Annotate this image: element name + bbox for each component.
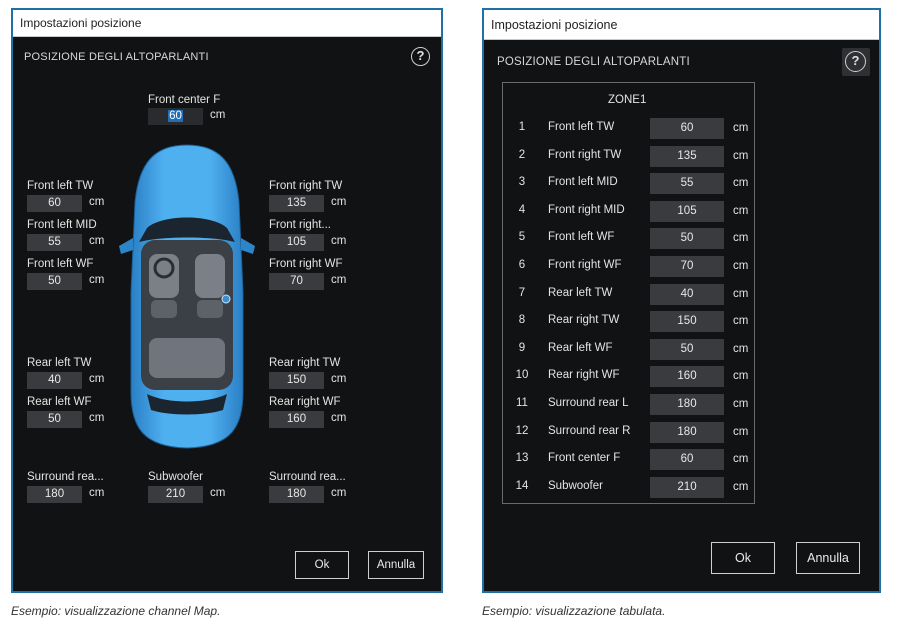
ok-button[interactable]: Ok: [711, 542, 775, 574]
rear-right-tw-input[interactable]: 150: [269, 372, 324, 389]
help-icon: ?: [845, 51, 866, 72]
front-center-label: Front center F: [148, 94, 221, 106]
rear-right-tw-label: Rear right TW: [269, 357, 341, 369]
ok-button[interactable]: Ok: [295, 551, 349, 579]
row-label: Front left TW: [548, 121, 615, 133]
unit-label: cm: [733, 232, 749, 244]
subwoofer-input[interactable]: 210: [148, 486, 203, 503]
unit-label: cm: [733, 398, 749, 410]
unit-label: cm: [733, 315, 749, 327]
front-left-wf-label: Front left WF: [27, 258, 94, 270]
row-value-input[interactable]: 50: [650, 339, 724, 360]
row-value-input[interactable]: 50: [650, 228, 724, 249]
unit-label: cm: [331, 373, 347, 385]
row-label: Subwoofer: [548, 480, 603, 492]
unit-label: cm: [733, 426, 749, 438]
surround-right-label: Surround rea...: [269, 471, 346, 483]
row-number: 4: [518, 204, 526, 216]
unit-label: cm: [331, 274, 347, 286]
front-left-tw-input[interactable]: 60: [27, 195, 82, 212]
front-right-mid-input[interactable]: 105: [269, 234, 324, 251]
table-view-window: [482, 8, 881, 593]
zone-header: ZONE1: [608, 94, 647, 106]
unit-label: cm: [331, 235, 347, 247]
row-value-input[interactable]: 105: [650, 201, 724, 222]
unit-label: cm: [733, 481, 749, 493]
row-label: Front left MID: [548, 176, 618, 188]
row-number: 7: [518, 287, 526, 299]
front-left-tw-label: Front left TW: [27, 180, 94, 192]
section-title: POSIZIONE DEGLI ALTOPARLANTI: [497, 56, 690, 68]
row-number: 6: [518, 259, 526, 271]
row-label: Front right MID: [548, 204, 625, 216]
row-value-input[interactable]: 60: [650, 449, 724, 470]
car-top-view-image: [117, 142, 257, 452]
row-label: Surround rear L: [548, 397, 629, 409]
channel-map-caption: Esempio: visualizzazione channel Map.: [11, 604, 221, 618]
unit-label: cm: [89, 235, 105, 247]
front-center-value: 60: [169, 110, 182, 122]
unit-label: cm: [733, 343, 749, 355]
row-label: Rear left TW: [548, 287, 613, 299]
row-label: Front center F: [548, 452, 621, 464]
unit-label: cm: [733, 288, 749, 300]
front-right-wf-label: Front right WF: [269, 258, 343, 270]
row-value-input[interactable]: 55: [650, 173, 724, 194]
front-right-wf-input[interactable]: 70: [269, 273, 324, 290]
unit-label: cm: [89, 274, 105, 286]
front-left-mid-label: Front left MID: [27, 219, 97, 231]
cancel-button[interactable]: Annulla: [368, 551, 424, 579]
unit-label: cm: [331, 412, 347, 424]
row-number: 1: [518, 121, 526, 133]
row-value-input[interactable]: 135: [650, 146, 724, 167]
front-left-mid-input[interactable]: 55: [27, 234, 82, 251]
row-number: 3: [518, 176, 526, 188]
row-value-input[interactable]: 180: [650, 394, 724, 415]
rear-left-wf-label: Rear left WF: [27, 396, 92, 408]
unit-label: cm: [331, 196, 347, 208]
section-title: POSIZIONE DEGLI ALTOPARLANTI: [24, 51, 209, 63]
row-value-input[interactable]: 40: [650, 284, 724, 305]
surround-left-label: Surround rea...: [27, 471, 104, 483]
unit-label: cm: [733, 150, 749, 162]
row-label: Rear right WF: [548, 369, 620, 381]
rear-right-wf-label: Rear right WF: [269, 396, 341, 408]
unit-label: cm: [733, 260, 749, 272]
surround-left-input[interactable]: 180: [27, 486, 82, 503]
surround-right-input[interactable]: 180: [269, 486, 324, 503]
row-number: 12: [515, 425, 529, 437]
cancel-button[interactable]: Annulla: [796, 542, 860, 574]
unit-label: cm: [331, 487, 347, 499]
front-right-tw-input[interactable]: 135: [269, 195, 324, 212]
window-title: Impostazioni posizione: [13, 10, 441, 37]
rear-right-wf-input[interactable]: 160: [269, 411, 324, 428]
front-right-tw-label: Front right TW: [269, 180, 343, 192]
unit-label: cm: [89, 373, 105, 385]
row-value-input[interactable]: 70: [650, 256, 724, 277]
unit-label: cm: [733, 205, 749, 217]
row-number: 8: [518, 314, 526, 326]
unit-label: cm: [89, 412, 105, 424]
unit-label: cm: [210, 487, 226, 499]
help-icon[interactable]: ?: [411, 47, 430, 66]
unit-label: cm: [733, 122, 749, 134]
row-value-input[interactable]: 60: [650, 118, 724, 139]
front-right-mid-label: Front right...: [269, 219, 331, 231]
row-number: 11: [516, 397, 528, 409]
row-number: 14: [515, 480, 529, 492]
row-value-input[interactable]: 150: [650, 311, 724, 332]
table-view-caption: Esempio: visualizzazione tabulata.: [482, 604, 666, 618]
rear-left-tw-label: Rear left TW: [27, 357, 92, 369]
row-value-input[interactable]: 210: [650, 477, 724, 498]
row-label: Front right TW: [548, 149, 622, 161]
row-value-input[interactable]: 180: [650, 422, 724, 443]
rear-left-wf-input[interactable]: 50: [27, 411, 82, 428]
row-label: Rear right TW: [548, 314, 620, 326]
row-label: Front right WF: [548, 259, 622, 271]
row-number: 13: [515, 452, 529, 464]
channel-map-window: [11, 8, 443, 593]
row-value-input[interactable]: 160: [650, 366, 724, 387]
row-label: Surround rear R: [548, 425, 631, 437]
unit-label: cm: [210, 109, 226, 121]
help-button[interactable]: [842, 48, 870, 76]
row-number: 2: [518, 149, 526, 161]
front-center-input[interactable]: [148, 108, 203, 125]
rear-left-tw-input[interactable]: 40: [27, 372, 82, 389]
front-left-wf-input[interactable]: 50: [27, 273, 82, 290]
row-number: 9: [518, 342, 526, 354]
unit-label: cm: [733, 453, 749, 465]
unit-label: cm: [733, 177, 749, 189]
subwoofer-label: Subwoofer: [148, 471, 203, 483]
unit-label: cm: [89, 487, 105, 499]
unit-label: cm: [89, 196, 105, 208]
unit-label: cm: [733, 370, 749, 382]
window-title: Impostazioni posizione: [484, 10, 879, 40]
row-label: Rear left WF: [548, 342, 613, 354]
row-number: 5: [518, 231, 526, 243]
row-label: Front left WF: [548, 231, 615, 243]
row-number: 10: [515, 369, 529, 381]
